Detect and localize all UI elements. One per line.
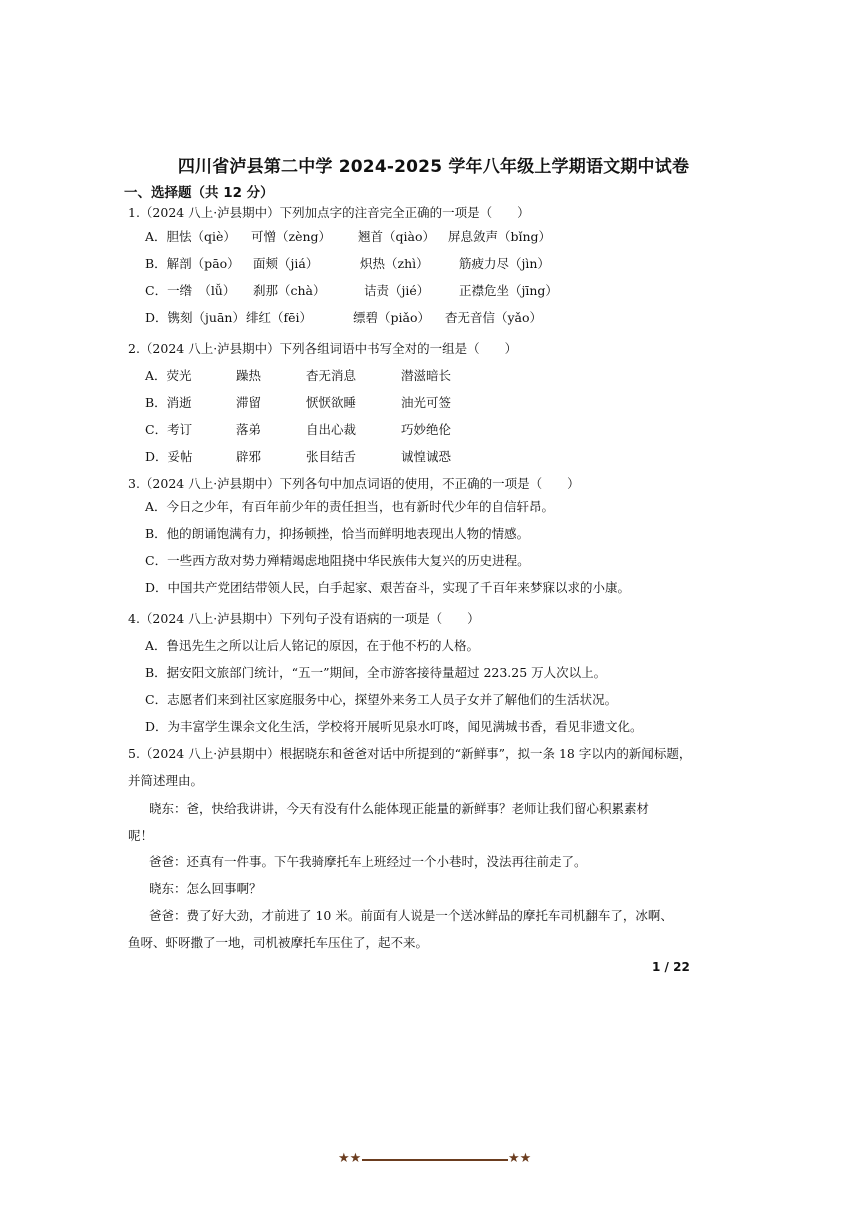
question-3-stem: 3.（2024 八上·泸县期中）下列各句中加点词语的使用，不正确的一项是（ ） <box>128 476 580 491</box>
footer-stars-right: ★★ <box>508 1151 532 1166</box>
option-cell: A．荧光 <box>145 368 192 383</box>
option-cell: 恹恹欲睡 <box>306 395 357 410</box>
dialogue-line: 晓东：爸，快给我讲讲，今天有没有什么能体现正能量的新鲜事？老师让我们留心积累素材 <box>149 801 650 816</box>
option-cell: 面颊（jiá） <box>253 256 319 271</box>
option-cell: 诘责（jié） <box>364 283 430 298</box>
question-1-stem: 1.（2024 八上·泸县期中）下列加点字的注音完全正确的一项是（ ） <box>128 205 530 220</box>
option-cell: 绯红（fēi） <box>246 310 313 325</box>
option-cell: 落弟 <box>236 422 262 437</box>
option-cell: 滞留 <box>236 395 262 410</box>
question-3-option-d: D．中国共产党团结带领人民，白手起家、艰苦奋斗，实现了千百年来梦寐以求的小康。 <box>145 580 631 595</box>
option-cell: B．解剖（pāo） <box>145 256 240 271</box>
option-cell: 筋疲力尽（jìn） <box>459 256 550 271</box>
option-cell: 诚惶诚恐 <box>401 449 452 464</box>
option-cell: B．消逝 <box>145 395 192 410</box>
option-cell: 炽热（zhì） <box>360 256 429 271</box>
section-heading: 一、选择题（共 12 分） <box>124 185 274 201</box>
option-cell: 潜滋暗长 <box>401 368 452 383</box>
dialogue-line-continued: 鱼呀、虾呀撒了一地，司机被摩托车压住了，起不来。 <box>128 935 429 950</box>
option-cell: 巧妙绝伦 <box>401 422 452 437</box>
question-3-option-c: C．一些西方敌对势力殚精竭虑地阻挠中华民族伟大复兴的历史进程。 <box>145 553 530 568</box>
question-4-option-a: A．鲁迅先生之所以让后人铭记的原因，在于他不朽的人格。 <box>145 638 480 653</box>
dialogue-line-continued: 呢！ <box>128 828 154 843</box>
option-cell: 杳无音信（yǎo） <box>445 310 543 325</box>
option-cell: 刹那（chà） <box>253 283 326 298</box>
question-4-option-b: B．据安阳文旅部门统计，“五一”期间，全市游客接待量超过 223.25 万人次以上。 <box>145 665 607 680</box>
footer-ornament <box>338 1150 532 1168</box>
question-4-stem: 4.（2024 八上·泸县期中）下列句子没有语病的一项是（ ） <box>128 611 480 626</box>
option-cell: A．胆怯（qiè） <box>145 229 236 244</box>
option-cell: 屏息敛声（bǐng） <box>448 229 552 244</box>
footer-stars-left: ★★ <box>338 1151 362 1166</box>
dialogue-line: 爸爸：费了好大劲，才前进了 10 米。前面有人说是一个送冰鲜品的摩托车司机翻车了，冰啊、 <box>149 908 673 923</box>
question-3-option-b: B．他的朗诵饱满有力，抑扬顿挫，恰当而鲜明地表现出人物的情感。 <box>145 526 530 541</box>
option-cell: 缥碧（piǎo） <box>353 310 430 325</box>
option-cell: C．考订 <box>145 422 193 437</box>
question-5-stem-continued: 并简述理由。 <box>128 773 204 788</box>
question-2-stem: 2.（2024 八上·泸县期中）下列各组词语中书写全对的一组是（ ） <box>128 341 518 356</box>
page-number: 1 / 22 <box>652 960 690 974</box>
option-cell: 正襟危坐（jīng） <box>459 283 558 298</box>
option-cell: 杳无消息 <box>306 368 357 383</box>
option-cell: D．镌刻（juān） <box>145 310 245 325</box>
option-cell: 辟邪 <box>236 449 262 464</box>
question-3-option-a: A．今日之少年，有百年前少年的责任担当，也有新时代少年的自信轩昂。 <box>145 499 555 514</box>
question-4-option-c: C．志愿者们来到社区家庭服务中心，探望外来务工人员子女并了解他们的生活状况。 <box>145 692 618 707</box>
option-cell: D．妥帖 <box>145 449 193 464</box>
dialogue-line: 爸爸：还真有一件事。下午我骑摩托车上班经过一个小巷时，没法再往前走了。 <box>149 854 587 869</box>
option-cell: 可憎（zèng） <box>251 229 332 244</box>
option-cell: 翘首（qiào） <box>358 229 435 244</box>
option-cell: 张目结舌 <box>306 449 357 464</box>
question-5-stem: 5.（2024 八上·泸县期中）根据晓东和爸爸对话中所提到的“新鲜事”，拟一条 18 字以内的新闻标题， <box>128 746 692 761</box>
question-4-option-d: D．为丰富学生课余文化生活，学校将开展听见泉水叮咚，闻见满城书香，看见非遗文化。 <box>145 719 643 734</box>
page-title: 四川省泸县第二中学 2024-2025 学年八年级上学期语文期中试卷 <box>177 157 690 177</box>
option-cell: 躁热 <box>236 368 262 383</box>
dialogue-line: 晓东：怎么回事啊？ <box>149 881 262 896</box>
option-cell: C．一绺 （lǚ） <box>145 283 236 298</box>
option-cell: 油光可签 <box>401 395 452 410</box>
option-cell: 自出心裁 <box>306 422 357 437</box>
footer-rule <box>362 1159 508 1161</box>
